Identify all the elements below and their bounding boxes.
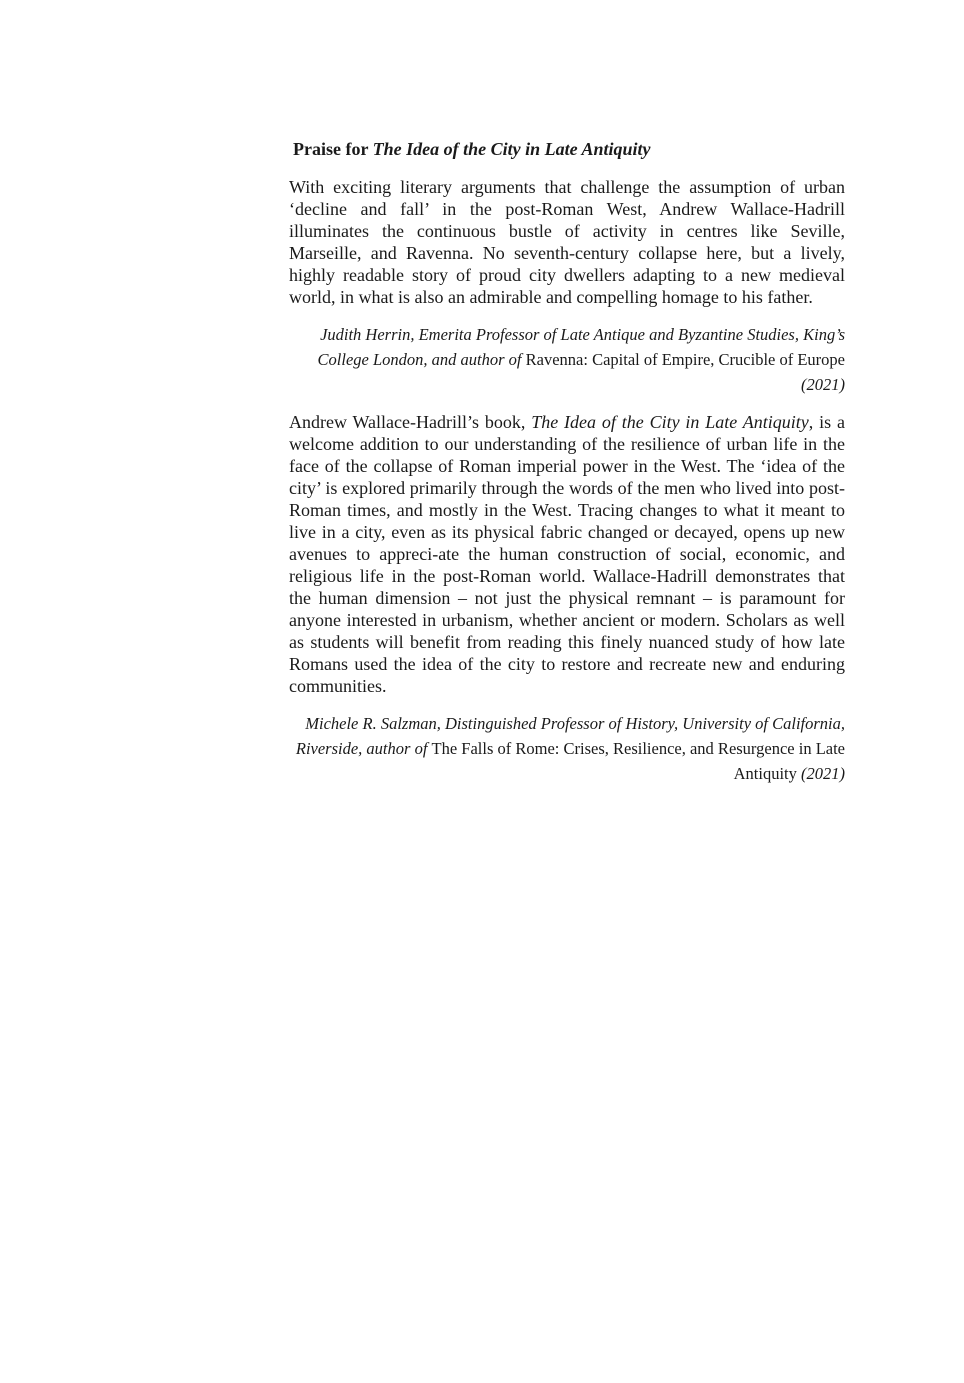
quote-2-inline-title: The Idea of the City in Late Antiquity [531, 412, 809, 432]
quote-1-book-title: Ravenna: Capital of Empire, Crucible of Europe [525, 350, 845, 369]
quote-1 [289, 176, 845, 397]
quote-1-attribution [289, 322, 845, 397]
quote-2-text-body: , is a welcome addition to our understanding of the resilience of urban life in the face of the collapse of Roman imperial power in the West. The ‘idea of the city’ is explored primarily through the words of the men who lived into post-Roman times, and mostly in the West. Tracing changes to what it meant to live in a city, even as its physical fabric changed or decayed, opens up new avenues to appreci-ate the human construction of social, economic, and religious life in the post-Roman world. Wallace-Hadrill demonstrates that the human dimension – not just the physical remnant – is paramount for anyone interested in urbanism, whether ancient or modern. Scholars as well as students will benefit from reading this finely nuanced study of how late Romans used the idea of the city to restore and recreate new and enduring communities. [289, 412, 845, 696]
quote-2 [289, 411, 845, 786]
quote-2-book-title: The Falls of Rome: Crises, Resilience, and Resurgence in Late Antiquity [431, 739, 845, 783]
heading-prefix: Praise for [293, 139, 373, 159]
quote-1-year: (2021) [801, 375, 845, 394]
heading-book-title: The Idea of the City in Late Antiquity [372, 139, 651, 159]
praise-page [289, 134, 845, 786]
quote-1-author: Judith Herrin, Emerita Professor of Late Antique and Byzantine Studies, King’s College London, and author of [317, 325, 845, 369]
quote-2-year: (2021) [796, 764, 845, 783]
quote-2-author: Michele R. Salzman, Distinguished Professor of History, University of California, Riverside, author of [295, 714, 845, 758]
page-heading [293, 134, 845, 164]
quote-1-text: With exciting literary arguments that challenge the assumption of urban ‘decline and fall’ in the post-Roman West, Andrew Wallace-Hadrill illuminates the continuous bustle of activity in centres like Seville, Marseille, and Ravenna. No seventh-century collapse here, but a lively, highly readable story of proud city dwellers adapting to a new medieval world, in what is also an admirable and compelling homage to his father. [289, 177, 845, 307]
quote-2-text-lead: Andrew Wallace-Hadrill’s book, [289, 412, 532, 432]
quote-2-text [289, 411, 845, 697]
quote-2-attribution [289, 711, 845, 786]
